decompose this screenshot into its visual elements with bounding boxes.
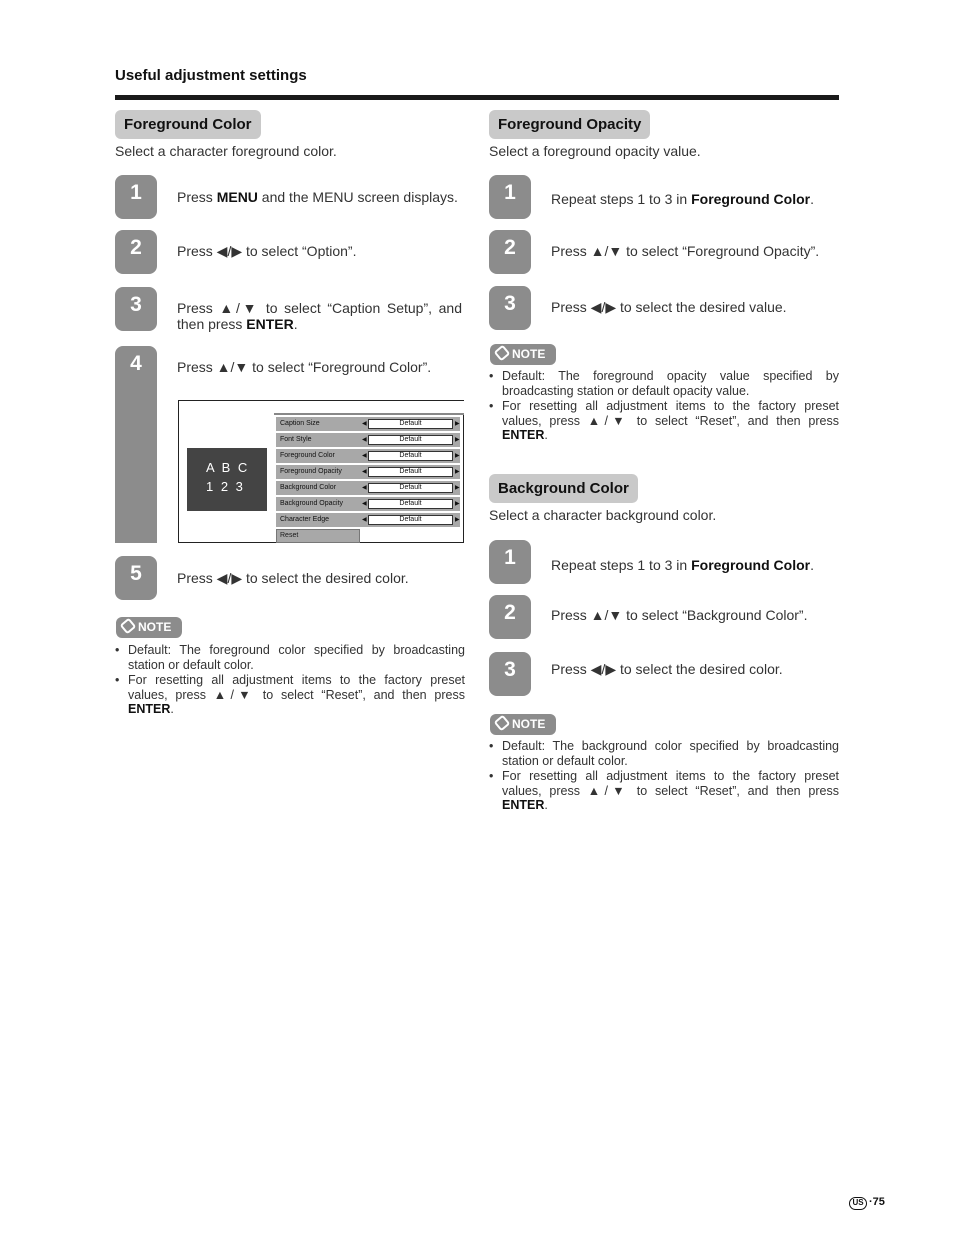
right-arrow-icon: ▶: [455, 517, 460, 523]
note-list: [489, 369, 839, 444]
heading-rule: [115, 95, 839, 100]
caption-setup-screen: [178, 400, 464, 543]
left-arrow-icon: ◀: [362, 501, 367, 507]
left-arrow-icon: ◀: [362, 469, 367, 475]
step-text: Press ◀/▶ to select the desired color.: [177, 570, 409, 586]
section-description: Select a character foreground color.: [115, 143, 337, 159]
right-arrow-icon: ▶: [455, 485, 460, 491]
left-arrow-icon: ◀: [362, 437, 367, 443]
menu-row-background-color[interactable]: Background Color ◀ Default ▶: [276, 481, 460, 495]
step-number: 1: [489, 175, 531, 219]
right-arrow-icon: ▶: [455, 469, 460, 475]
step-number: 2: [489, 230, 531, 274]
right-arrow-icon: ▶: [455, 421, 460, 427]
caption-menu: [274, 401, 464, 543]
menu-row-background-opacity[interactable]: Background Opacity ◀ Default ▶: [276, 497, 460, 511]
step-number: 3: [115, 287, 157, 331]
step-number: 2: [489, 595, 531, 639]
menu-row-font-style[interactable]: Font Style ◀ Default ▶: [276, 433, 460, 447]
note-item: • For resetting all adjustment items to the factory preset values, press ▲/▼ to select “Reset”, and then press ENTER.: [489, 769, 839, 813]
section-title: Foreground Opacity: [489, 110, 650, 139]
step-number: 1: [115, 175, 157, 219]
step-text: Repeat steps 1 to 3 in Foreground Color.: [551, 557, 814, 573]
note-item: • Default: The foreground opacity value specified by broadcasting station or default opacity value.: [489, 369, 839, 398]
caption-preview: A B C 1 2 3: [187, 448, 267, 511]
paperclip-icon: [120, 618, 137, 635]
step-text: Press ◀/▶ to select the desired value.: [551, 299, 787, 315]
right-arrow-icon: ▶: [455, 453, 460, 459]
note-badge: NOTE: [490, 714, 556, 735]
step-text: Press ◀/▶ to select “Option”.: [177, 243, 357, 259]
note-badge: NOTE: [490, 344, 556, 365]
menu-reset-button[interactable]: Reset: [276, 529, 360, 543]
region-badge: US: [849, 1197, 867, 1210]
note-item: • For resetting all adjustment items to the factory preset values, press ▲/▼ to select “Reset”, and then press ENTER.: [115, 673, 465, 717]
step-text: Press ▲/▼ to select “Foreground Opacity”.: [551, 243, 820, 259]
paperclip-icon: [494, 345, 511, 362]
step-text: Repeat steps 1 to 3 in Foreground Color.: [551, 191, 814, 207]
step-text: Press ▲/▼ to select “Background Color”.: [551, 607, 808, 623]
foreground-color-section: [115, 110, 465, 730]
left-arrow-icon: ◀: [362, 485, 367, 491]
step-number: 1: [489, 540, 531, 584]
left-arrow-icon: ◀: [362, 453, 367, 459]
step-number: 4: [115, 346, 157, 543]
right-arrow-icon: ▶: [455, 501, 460, 507]
step-text: Press ◀/▶ to select the desired color.: [551, 661, 783, 677]
left-arrow-icon: ◀: [362, 421, 367, 427]
menu-row-foreground-color[interactable]: Foreground Color ◀ Default ▶: [276, 449, 460, 463]
foreground-opacity-section: [489, 110, 839, 440]
note-badge: NOTE: [116, 617, 182, 638]
section-title: Background Color: [489, 474, 638, 503]
section-title: Foreground Color: [115, 110, 261, 139]
menu-header-bar: [274, 401, 464, 415]
note-list: [489, 739, 839, 814]
left-arrow-icon: ◀: [362, 517, 367, 523]
menu-row-foreground-opacity[interactable]: Foreground Opacity ◀ Default ▶: [276, 465, 460, 479]
background-color-section: [489, 474, 839, 819]
note-item: • Default: The background color specified by broadcasting station or default color.: [489, 739, 839, 768]
page-number: US ·75: [849, 1196, 885, 1210]
section-description: Select a foreground opacity value.: [489, 143, 701, 159]
note-item: • For resetting all adjustment items to the factory preset values, press ▲/▼ to select “Reset”, and then press ENTER.: [489, 399, 839, 443]
step-text: Press MENU and the MENU screen displays.: [177, 189, 458, 205]
section-description: Select a character background color.: [489, 507, 717, 523]
step-number: 3: [489, 286, 531, 330]
step-number: 5: [115, 556, 157, 600]
page-heading: Useful adjustment settings: [115, 67, 307, 84]
step-text: Press ▲/▼ to select “Caption Setup”, and then press ENTER.: [177, 300, 462, 332]
paperclip-icon: [494, 715, 511, 732]
step-number: 3: [489, 652, 531, 696]
menu-row-character-edge[interactable]: Character Edge ◀ Default ▶: [276, 513, 460, 527]
note-item: • Default: The foreground color specified by broadcasting station or default color.: [115, 643, 465, 672]
step-text: Press ▲/▼ to select “Foreground Color”.: [177, 359, 432, 375]
right-arrow-icon: ▶: [455, 437, 460, 443]
note-list: [115, 643, 465, 718]
menu-row-caption-size[interactable]: Caption Size ◀ Default ▶: [276, 417, 460, 431]
step-number: 2: [115, 230, 157, 274]
